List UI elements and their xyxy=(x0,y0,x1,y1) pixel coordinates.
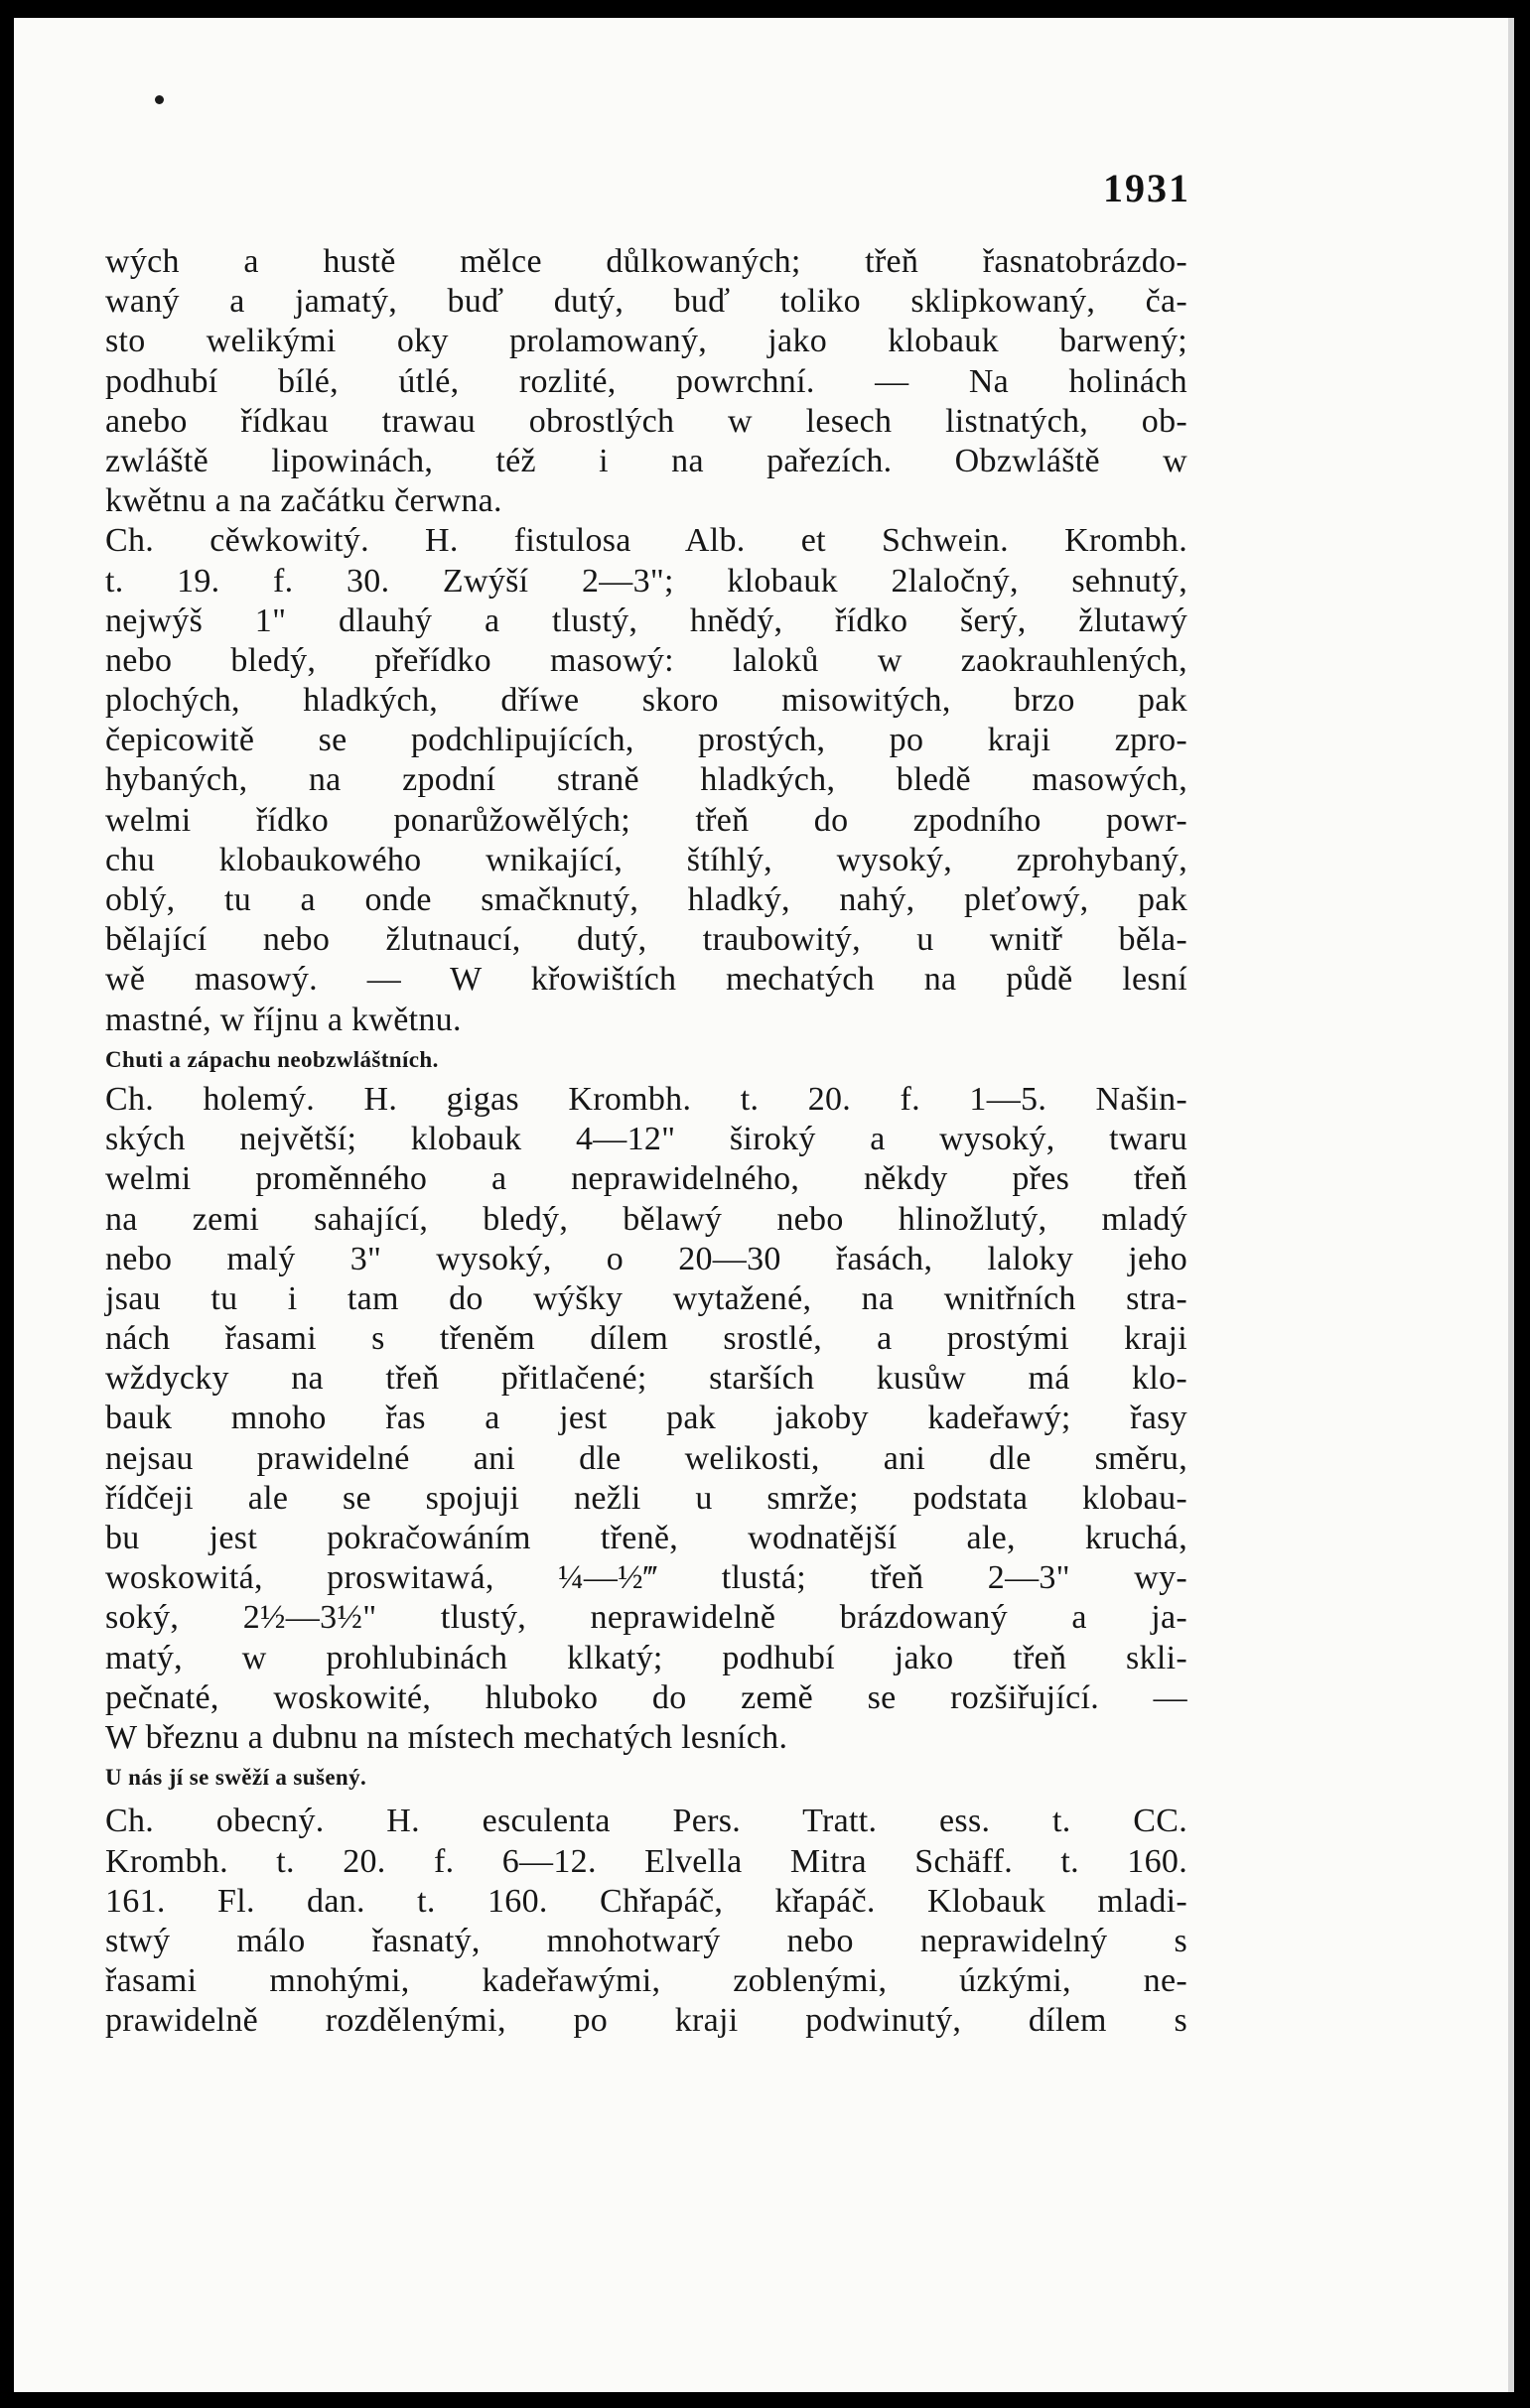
text-line: stwý málo řasnatý, mnohotwarý nebo neprawidelný s xyxy=(105,1922,1187,1959)
text-line: soký, 2½—3½" tlustý, neprawidelně brázdowaný a ja- xyxy=(105,1599,1187,1637)
text-line: bělající nebo žlutnaucí, dutý, traubowitý, u wnitř běla- xyxy=(105,921,1187,959)
text-line: woskowitá, proswitawá, ¼—½‴ tlustá; třeň 2—3" wy- xyxy=(105,1559,1187,1597)
ink-speck xyxy=(155,95,164,104)
usage-note: U nás jí se swěží a sušený. xyxy=(105,1765,367,1791)
text-line: nách řasami s třeněm dílem srostlé, a prostými kraji xyxy=(105,1320,1187,1358)
text-line: ských největší; klobauk 4—12" široký a wysoký, twaru xyxy=(105,1121,1187,1158)
text-line: oblý, tu a onde smačknutý, hladký, nahý, pleťowý, pak xyxy=(105,881,1187,918)
text-line: nejwýš 1" dlauhý a tlustý, hnědý, řídko šerý, žlutawý xyxy=(105,602,1187,639)
text-line: řasami mnohými, kadeřawými, zoblenými, úzkými, ne- xyxy=(105,1962,1187,2000)
text-line: welmi proměnného a neprawidelného, někdy přes třeň xyxy=(105,1160,1187,1198)
text-line: sto welikými oky prolamowaný, jako klobauk barwený; xyxy=(105,323,1187,360)
text-line: bu jest pokračowáním třeně, wodnatější ale, kruchá, xyxy=(105,1520,1187,1556)
text-line: t. 19. f. 30. Zwýší 2—3"; klobauk 2laločný, sehnutý, xyxy=(105,562,1187,600)
entry-ch-cewkowity xyxy=(105,521,1187,1080)
text-line: nejsau prawidelné ani dle welikosti, ani dle směru, xyxy=(105,1439,1187,1477)
text-line: na zemi sahající, bledý, bělawý nebo hlinožlutý, mladý xyxy=(105,1200,1187,1238)
text-line: wždycky na třeň přitlačené; starších kusůw má klo- xyxy=(105,1360,1187,1398)
text-line: wých a hustě mělce důlkowaných; třeň řasnatobrázdo- xyxy=(105,243,1187,280)
body-text xyxy=(105,242,1187,2041)
entry-heading-line: Ch. holemý. H. gigas Krombh. t. 20. f. 1—5. Našin- xyxy=(105,1080,1187,1118)
text-line: nebo malý 3" wysoký, o 20—30 řasách, laloky jeho xyxy=(105,1240,1187,1277)
text-line: řídčeji ale se spojuji nežli u smrže; podstata klobau- xyxy=(105,1479,1187,1517)
text-line: podhubí bílé, útlé, rozlité, powrchní. — Na holinách xyxy=(105,362,1187,400)
text-line: bauk mnoho řas a jest pak jakoby kadeřawý; řasy xyxy=(105,1400,1187,1437)
text-line: čepicowitě se podchlipujících, prostých, po kraji zpro- xyxy=(105,722,1187,759)
entry-ch-obecny xyxy=(105,1802,1187,2041)
text-line: jsau tu i tam do wýšky wytažené, na wnitřních stra- xyxy=(105,1279,1187,1317)
text-line: plochých, hladkých, dříwe skoro misowitých, brzo pak xyxy=(105,682,1187,720)
entry-heading-line: Ch. cěwkowitý. H. fistulosa Alb. et Schwein. Krombh. xyxy=(105,522,1187,560)
text-line: W březnu a dubnu na místech mechatých lesních. xyxy=(105,1718,788,1756)
text-line: hybaných, na zpodní straně hladkých, bledě masowých, xyxy=(105,761,1187,799)
paragraph-fistulosa-continued xyxy=(105,242,1187,521)
text-line: kwětnu a na začátku čerwna. xyxy=(105,482,502,520)
text-line: nebo bledý, přeřídko masowý: laloků w zaokrauhlených, xyxy=(105,641,1187,679)
text-line: mastné, w říjnu a kwětnu. xyxy=(105,1001,462,1038)
text-line: anebo řídkau trawau obrostlých w lesech listnatých, ob- xyxy=(105,402,1187,440)
text-line: chu klobaukowého wnikající, štíhlý, wysoký, zprohybaný, xyxy=(105,841,1187,878)
book-page xyxy=(14,18,1514,2392)
text-line: wě masowý. — W křowištích mechatých na půdě lesní xyxy=(105,961,1187,999)
text-line: Krombh. t. 20. f. 6—12. Elvella Mitra Schäff. t. 160. xyxy=(105,1842,1187,1880)
text-line: waný a jamatý, buď dutý, buď toliko sklipkowaný, ča- xyxy=(105,283,1187,321)
text-line: welmi řídko ponarůžowělých; třeň do zpodního powr- xyxy=(105,801,1187,839)
text-line: zwláště lipowinách, též i na pařezích. Obzwláště w xyxy=(105,442,1187,479)
page-number: 1931 xyxy=(1103,166,1190,210)
text-line: 161. Fl. dan. t. 160. Chřapáč, křapáč. Klobauk mladi- xyxy=(105,1882,1187,1920)
entry-heading-line: Ch. obecný. H. esculenta Pers. Tratt. ess. t. CC. xyxy=(105,1803,1187,1840)
text-line: prawidelně rozdělenými, po kraji podwinutý, dílem s xyxy=(105,2002,1187,2040)
text-line: matý, w prohlubinách klkatý; podhubí jako třeň skli- xyxy=(105,1639,1187,1676)
text-line: pečnaté, woskowité, hluboko do země se rozšiřující. — xyxy=(105,1678,1187,1716)
usage-note: Chuti a zápachu neobzwláštních. xyxy=(105,1046,439,1072)
entry-ch-holemy xyxy=(105,1080,1187,1798)
